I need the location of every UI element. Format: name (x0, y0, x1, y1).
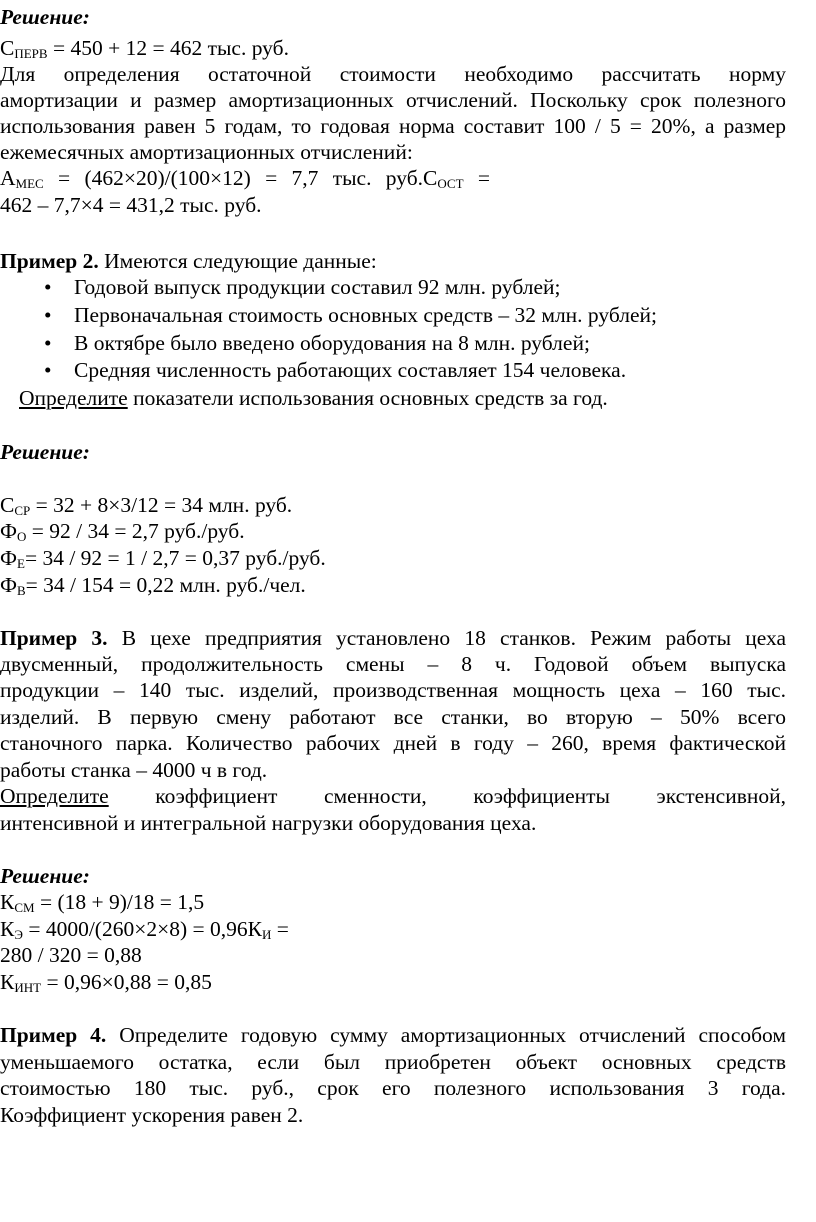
paragraph-line: интенсивной и интегральной нагрузки оборудования цеха. (0, 811, 537, 835)
bullet-icon: • (44, 331, 52, 355)
bullet-icon: • (44, 275, 52, 299)
solution-3-heading: Решение: (0, 864, 90, 888)
solution-2-heading: Решение: (0, 440, 90, 464)
formula-amortization: $А_{МЕС} = (462\times 20)/(100\times 12) = 7,7$ тыс. $руб.С_{ОСТ}$ = (0, 166, 490, 191)
formula-residual-value: 462 – 7,7×4 = 431,2 тыс. руб. (0, 193, 262, 217)
solution-1-heading: Решение: (0, 5, 90, 29)
paragraph-line: стоимостью 180 тыс. руб., срок его полезного использования 3 года. (0, 1076, 786, 1100)
formula-line: $С_{СР} = 32 + 8\times 3/12 = 34$ млн. руб. (0, 493, 293, 518)
formula-c-perv: $С_{ПЕРВ} = 450 + 12 = 462$ тыс. руб. (0, 36, 289, 61)
paragraph-line: уменьшаемого остатка, если был приобретен объект основных средств (0, 1050, 786, 1074)
paragraph-line: двусменный, продолжительность смены – 8 ч. Годовой объем выпуска (0, 652, 786, 676)
example-2-intro: Пример 2. Имеются следующие данные: (0, 249, 377, 273)
list-item: Первоначальная стоимость основных средств – 32 млн. рублей; (74, 303, 658, 327)
bullet-icon: • (44, 303, 52, 327)
formula-line: $Ф_В= 34 / 154 = 0,22$ млн. руб./чел. (0, 573, 306, 598)
example-3-first-line: Пример 3. В цехе предприятия установлено 18 станков. Режим работы цеха (0, 626, 786, 650)
paragraph-line: использования равен 5 годам, то годовая норма составит 100 / 5 = 20%, а размер (0, 114, 786, 138)
list-item: В октябре было введено оборудования на 8 млн. рублей; (74, 331, 590, 355)
paragraph-line: амортизации и размер амортизационных отчислений. Поскольку срок полезного (0, 88, 786, 112)
example-4-first-line: Пример 4. Определите годовую сумму амортизационных отчислений способом (0, 1023, 786, 1047)
formula-k-e: $К_Э = 4000/(260\times 2\times 8) = 0,96К_И$ = (0, 917, 289, 942)
list-item: Годовой выпуск продукции составил 92 млн. рублей; (74, 275, 561, 299)
example-4-title: Пример 4. (0, 1023, 107, 1047)
formula-k-cm: $К_{СМ} = (18 + 9)/18 = 1,5$ (0, 890, 205, 915)
formula-line: $Ф_О = 92 / 34 = 2,7$ руб./руб. (0, 519, 245, 544)
example-3-title: Пример 3. (0, 626, 108, 650)
paragraph-line: работы станка – 4000 ч в год. (0, 758, 268, 782)
formula-line: $Ф_Е= 34 / 92 = 1 / 2,7 = 0,37$ руб./руб. (0, 546, 326, 571)
paragraph-line: Коэффициент ускорения равен 2. (0, 1103, 304, 1127)
paragraph-line: станочного парка. Количество рабочих дней в году – 260, время фактической (0, 731, 786, 755)
list-item: Средняя численность работающих составляет 154 человека. (74, 358, 627, 382)
example-3-task: Определите коэффициент сменности, коэффициенты экстенсивной, (0, 784, 786, 808)
example-2-task: Определите показатели использования основных средств за год. (19, 386, 608, 410)
formula-line: 280 / 320 = 0,88 (0, 943, 142, 967)
paragraph-line: продукции – 140 тыс. изделий, производственная мощность цеха – 160 тыс. (0, 678, 786, 702)
formula-k-int: $К_{ИНТ} = 0,96\times 0,88 = 0,85$ (0, 970, 212, 995)
bullet-icon: • (44, 358, 52, 382)
paragraph-line: ежемесячных амортизационных отчислений: (0, 140, 413, 164)
paragraph-line: Для определения остаточной стоимости необходимо рассчитать норму (0, 62, 786, 86)
example-2-title: Пример 2. (0, 249, 99, 273)
paragraph-line: изделий. В первую смену работают все станки, во вторую – 50% всего (0, 705, 786, 729)
